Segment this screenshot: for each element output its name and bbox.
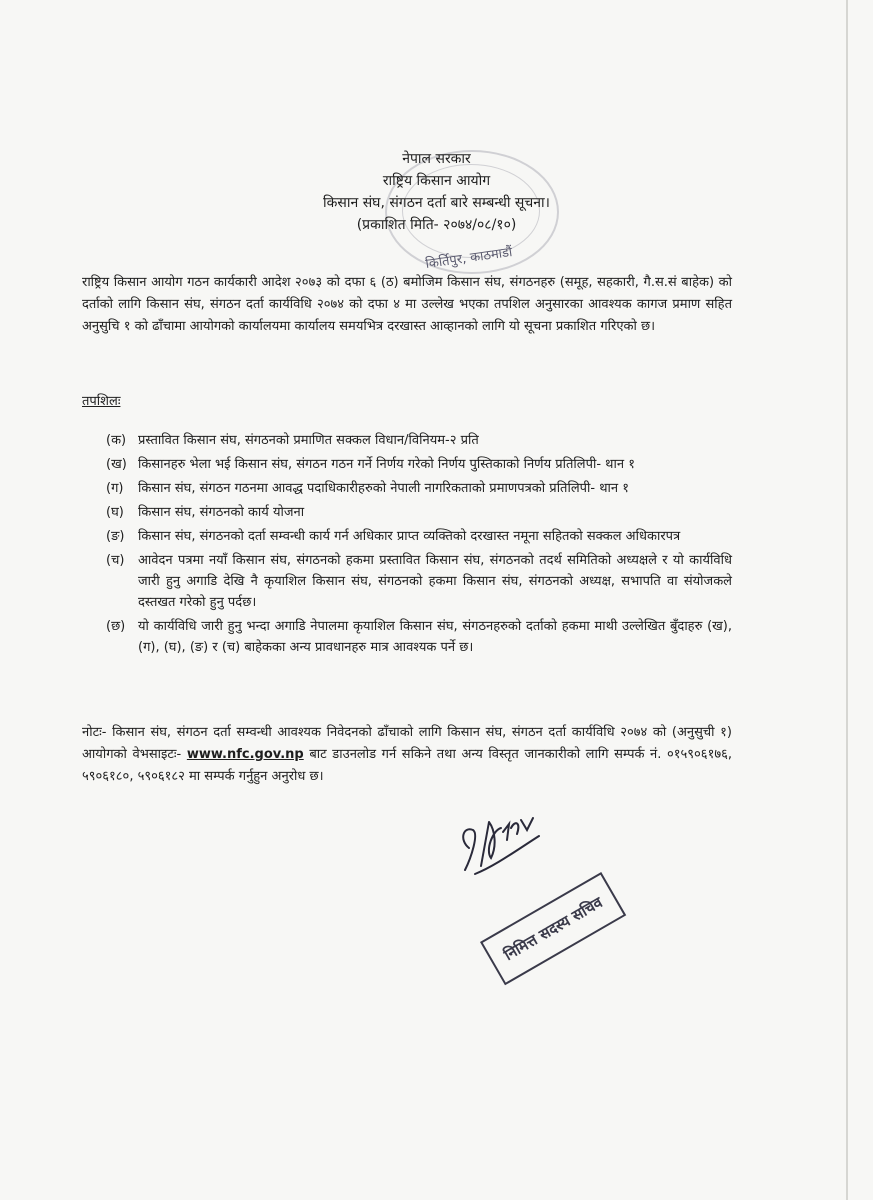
detail-item [106,430,732,451]
detail-item [106,616,732,658]
detail-text: किसान संघ, संगठनको दर्ता सम्वन्धी कार्य गर्न अधिकार प्राप्त व्यक्तिको दरखास्त नमूना सहितको सक्कल अधिकारपत्र [138,529,681,544]
note-text-after-url: बाट डाउनलोड गर्न सकिने तथा अन्य विस्तृत जानकारीको लागि सम्पर्क नं. ०१५९०६१७६, ५९०६१८०, ५९०६१८२ मा सम्पर्क गर्नुहुन अनुरोध छ। [82,747,732,784]
commission-name: राष्ट्रिय किसान आयोग [382,173,491,189]
government-name: नेपाल सरकार [402,151,471,167]
detail-mark: (ग) [106,481,124,496]
published-date: (प्रकाशित मिति- २०७४/०८/१०) [356,217,517,233]
note-paragraph [82,722,732,788]
detail-mark: (घ) [106,505,124,520]
website-link[interactable]: www.nfc.gov.np [186,747,304,762]
detail-mark: (क) [106,433,127,448]
intro-paragraph: राष्ट्रिय किसान आयोग गठन कार्यकारी आदेश २०७३ को दफा ६ (ठ) बमोजिम किसान संघ, संगठनहरु (समूह, सहकारी, गै.स.सं बाहेक) को दर्ताको लागि किसान संघ, संगठन दर्ता कार्यविधि २०७४ को दफा ४ मा उल्लेख भएका तपशिल अनुसारका आवश्यक कागज प्रमाण सहित अनुसुचि १ को ढाँचामा आयोगको कार्यालयमा कार्यालय समयभित्र दरखास्त आव्हानको लागि यो सूचना प्रकाशित गरिएको छ। [82,275,732,334]
document-header [0,148,873,236]
detail-item [106,454,732,475]
detail-text: आवेदन पत्रमा नयाँ किसान संघ, संगठनको हकमा प्रस्तावित किसान संघ, संगठनको तदर्थ समितिको अध्यक्षले र यो कार्यविधि जारी हुनु अगाडि देखि नै कृयाशिल किसान संघ, संगठनको हकमा किसान संघ, संगठनको अध्यक्ष, सभापति वा संयोजकले दस्तखत गरेको हुनु पर्दछ। [138,553,732,610]
seal-location-text: किर्तिपुर, काठमाडौं [424,244,514,272]
detail-text: किसानहरु भेला भई किसान संघ, संगठन गठन गर्ने निर्णय गरेको निर्णय पुस्तिकाको निर्णय प्रतिलिपी- थान १ [138,457,635,472]
detail-mark: (ङ) [106,529,125,544]
detail-item [106,502,732,523]
detail-mark: (ख) [106,457,127,472]
note-text-before-url: नोटः- किसान संघ, संगठन दर्ता सम्वन्धी आवश्यक निवेदनको ढाँचाको लागि किसान संघ, संगठन दर्ता कार्यविधि २०७४ को (अनुसुची १) आयोगको वेभसाइटः- [82,725,732,762]
designation-stamp: निमित्त सदस्य सचिव [480,872,626,985]
details-list [106,430,732,661]
signature-icon [455,800,545,880]
detail-text: किसान संघ, संगठन गठनमा आवद्ध पदाधिकारीहरुको नेपाली नागरिकताको प्रमाणपत्रको प्रतिलिपी- थान १ [138,481,630,496]
detail-text: यो कार्यविधि जारी हुनु भन्दा अगाडि नेपालमा कृयाशिल किसान संघ, संगठनहरुको दर्ताको हकमा माथी उल्लेखित बुँदाहरु (ख), (ग), (घ), (ङ) र (च) बाहेकका अन्य प्रावधानहरु मात्र आवश्यक पर्ने छ। [138,619,732,655]
details-heading: तपशिलः [82,394,121,409]
notice-subject: किसान संघ, संगठन दर्ता बारे सम्बन्धी सूचना। [323,195,550,211]
detail-item [106,526,732,547]
detail-text: प्रस्तावित किसान संघ, संगठनको प्रमाणित सक्कल विधान/विनियम-२ प्रति [138,433,479,448]
detail-mark: (छ) [106,619,126,634]
detail-item [106,550,732,613]
detail-item [106,478,732,499]
detail-mark: (च) [106,553,125,568]
detail-text: किसान संघ, संगठनको कार्य योजना [138,505,305,520]
